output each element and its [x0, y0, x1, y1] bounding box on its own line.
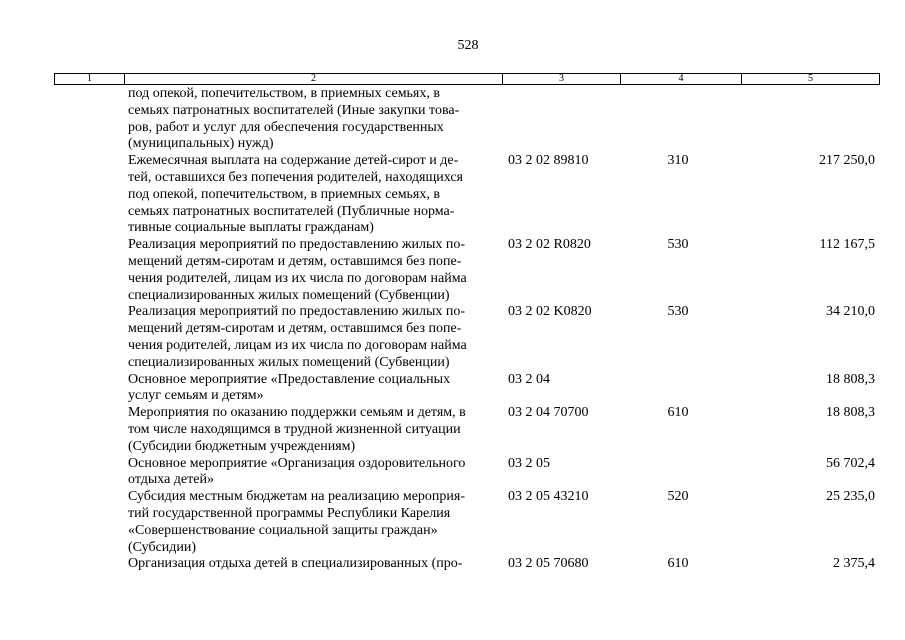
row-code: 03 2 04 70700	[508, 405, 589, 421]
row-code: 03 2 05 70680	[508, 556, 589, 572]
description-line: отдыха детей»	[128, 472, 214, 488]
description-line: Организация отдыха детей в специализированных (про-	[128, 556, 463, 572]
table-row	[0, 304, 905, 371]
row-code: 03 2 05	[508, 455, 550, 471]
description-line: тей, оставшихся без попечения родителей, находящихся	[128, 169, 463, 185]
row-expense-type: 610	[667, 405, 689, 421]
description-line: мещений детям-сиротам и детям, оставшимся без попе-	[128, 253, 462, 269]
description-line: Основное мероприятие «Организация оздоровительного	[128, 455, 466, 471]
row-code: 03 2 04	[508, 371, 550, 387]
row-description	[128, 153, 496, 237]
row-amount: 217 250,0	[819, 153, 875, 169]
row-code: 03 2 02 89810	[508, 153, 589, 169]
row-description	[128, 304, 496, 371]
description-line: Субсидия местным бюджетам на реализацию мероприя-	[128, 489, 466, 505]
row-expense-type: 530	[667, 304, 689, 320]
table-row	[0, 372, 905, 406]
row-code: 03 2 05 43210	[508, 489, 589, 505]
description-line: тивные социальные выплаты гражданам)	[128, 220, 374, 236]
table-row	[0, 86, 905, 153]
description-line: (Субсидии)	[128, 539, 197, 555]
description-line: мещений детям-сиротам и детям, оставшимся без попе-	[128, 321, 462, 337]
row-expense-type: 310	[667, 153, 689, 169]
description-line: специализированных жилых помещений (Субвенции)	[128, 287, 450, 303]
description-line: семьях патронатных воспитателей (Иные закупки това-	[128, 102, 460, 118]
description-line: Мероприятия по оказанию поддержки семьям и детям, в	[128, 405, 466, 421]
description-line: ров, работ и услуг для обеспечения государственных	[128, 119, 444, 135]
table-row	[0, 237, 905, 304]
row-expense-type: 530	[667, 237, 689, 253]
row-amount: 56 702,4	[826, 455, 875, 471]
row-expense-type: 610	[667, 556, 689, 572]
row-description	[128, 456, 496, 490]
description-line: тий государственной программы Республики Карелия	[128, 505, 451, 521]
row-amount: 112 167,5	[819, 237, 875, 253]
description-line: под опекой, попечительством, в приемных семьях, в	[128, 186, 440, 202]
description-line: под опекой, попечительством, в приемных семьях, в	[128, 86, 440, 101]
row-description	[128, 405, 496, 455]
description-line: «Совершенствование социальной защиты граждан»	[128, 522, 438, 538]
column-header-1: 1	[87, 73, 92, 84]
row-description	[128, 86, 496, 153]
row-code: 03 2 02 R0820	[508, 237, 591, 253]
row-amount: 34 210,0	[826, 304, 875, 320]
row-description	[128, 372, 496, 406]
table-row	[0, 489, 905, 556]
description-line: (Субсидии бюджетным учреждениям)	[128, 438, 356, 454]
row-expense-type: 520	[667, 489, 689, 505]
description-line: специализированных жилых помещений (Субвенции)	[128, 354, 450, 370]
table-body	[0, 86, 905, 573]
description-line: семьях патронатных воспитателей (Публичные норма-	[128, 203, 455, 219]
column-header-4: 4	[620, 74, 741, 84]
row-amount: 18 808,3	[826, 405, 875, 421]
description-line: Основное мероприятие «Предоставление социальных	[128, 371, 451, 387]
row-amount: 25 235,0	[826, 489, 875, 505]
description-line: услуг семьям и детям»	[128, 388, 264, 404]
description-line: том числе находящимся в трудной жизненной ситуации	[128, 421, 461, 437]
description-line: Реализация мероприятий по предоставлению жилых по-	[128, 304, 466, 320]
row-amount: 2 375,4	[833, 556, 875, 572]
row-description	[128, 237, 496, 304]
column-header-3: 3	[502, 74, 620, 84]
row-description	[128, 489, 496, 556]
row-amount: 18 808,3	[826, 371, 875, 387]
description-line: чения родителей, лицам из их числа по договорам найма	[128, 270, 467, 286]
description-line: Ежемесячная выплата на содержание детей-сирот и де-	[128, 153, 459, 169]
page-number: 528	[457, 38, 479, 53]
table-row	[0, 405, 905, 455]
column-header-5: 5	[741, 74, 879, 84]
description-line: Реализация мероприятий по предоставлению жилых по-	[128, 237, 466, 253]
table-header	[54, 73, 880, 85]
description-line: (муниципальных) нужд)	[128, 136, 274, 152]
row-description	[128, 556, 496, 573]
table-row	[0, 456, 905, 490]
table-row	[0, 556, 905, 573]
column-header-2: 2	[124, 74, 502, 84]
row-code: 03 2 02 K0820	[508, 304, 592, 320]
table-row	[0, 153, 905, 237]
description-line: чения родителей, лицам из их числа по договорам найма	[128, 337, 467, 353]
